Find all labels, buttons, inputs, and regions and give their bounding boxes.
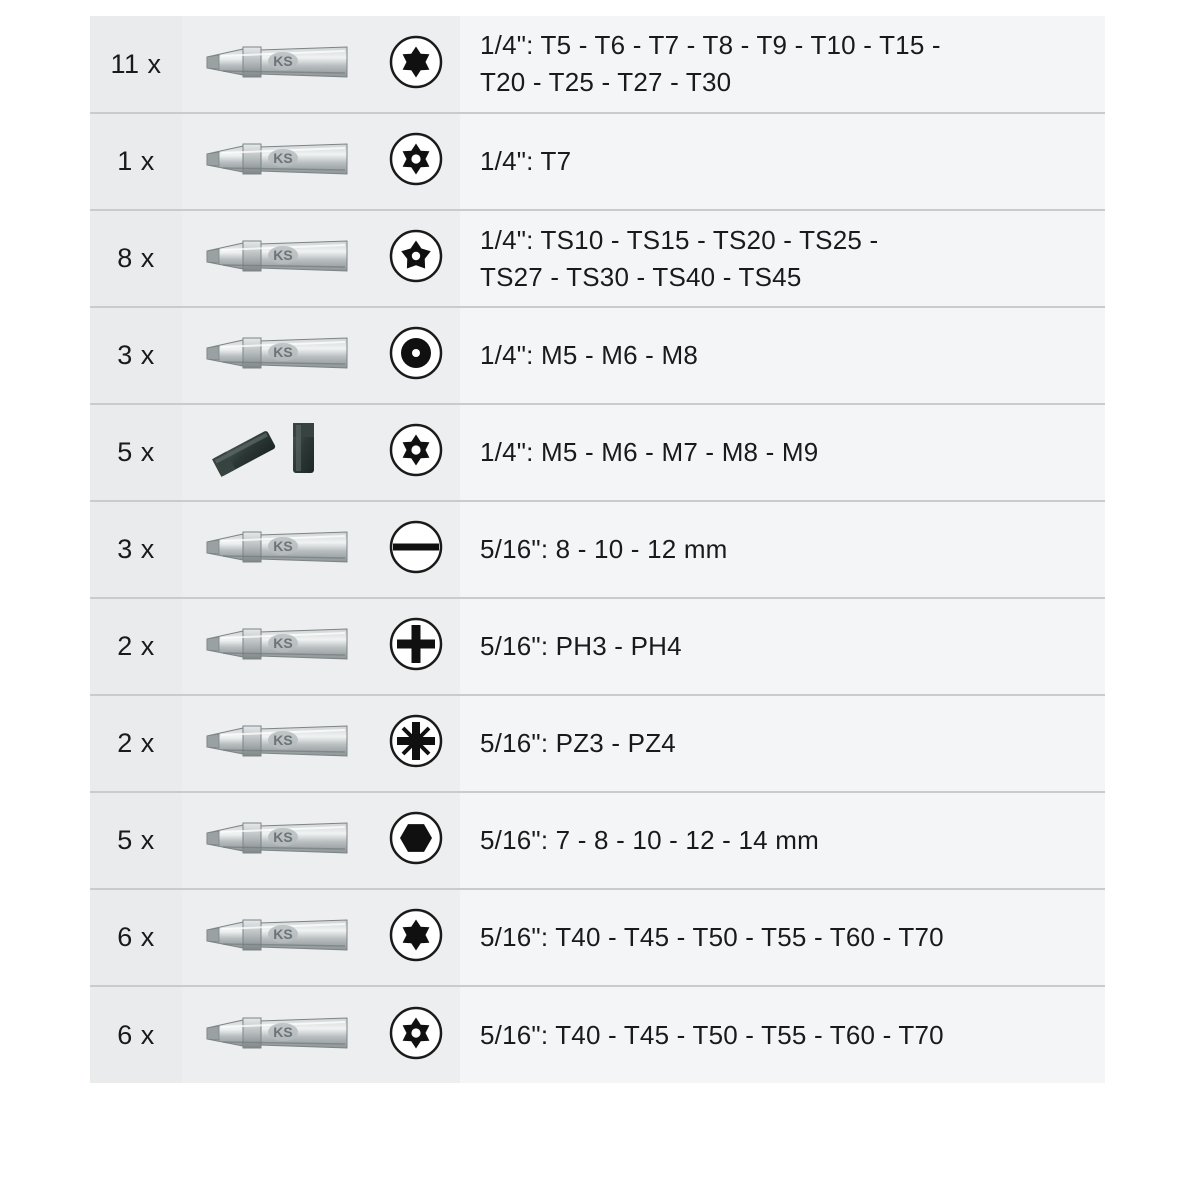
profile-icon-cell <box>372 792 460 889</box>
sizes-line: 5/16": PZ3 - PZ4 <box>480 728 676 759</box>
bit-image-metal <box>197 227 357 285</box>
bit-image-metal <box>197 809 357 867</box>
table-row <box>90 210 1105 307</box>
bit-image-cell <box>182 792 372 889</box>
table-row <box>90 16 1105 113</box>
bit-image-metal <box>197 33 357 91</box>
bit-image-cell <box>182 16 372 113</box>
bit-image-cell <box>182 501 372 598</box>
sizes-line: 5/16": 8 - 10 - 12 mm <box>480 534 728 565</box>
sizes-line: 1/4": M5 - M6 - M8 <box>480 340 698 371</box>
quantity-cell: 6 x <box>90 986 182 1083</box>
torx-tamperproof-icon <box>389 132 443 186</box>
bit-image-metal <box>197 712 357 770</box>
svg-text:KS: KS <box>273 635 293 651</box>
profile-icon-cell <box>372 404 460 501</box>
table-row <box>90 501 1105 598</box>
sizes-line: 1/4": M5 - M6 - M7 - M8 - M9 <box>480 437 819 468</box>
sizes-line: TS27 - TS30 - TS40 - TS45 <box>480 261 802 292</box>
sizes-cell <box>460 404 1105 501</box>
table-row <box>90 113 1105 210</box>
bit-image-metal <box>197 1004 357 1062</box>
bit-image-metal <box>197 906 357 964</box>
table-row <box>90 792 1105 889</box>
bit-image-metal <box>197 130 357 188</box>
sizes-line: 5/16": PH3 - PH4 <box>480 631 682 662</box>
profile-icon-cell <box>372 210 460 307</box>
quantity-cell: 6 x <box>90 889 182 986</box>
bit-image-cell <box>182 695 372 792</box>
table-row <box>90 307 1105 404</box>
profile-icon-cell <box>372 307 460 404</box>
svg-text:KS: KS <box>273 52 293 69</box>
table-row <box>90 598 1105 695</box>
bit-image-cell <box>182 307 372 404</box>
svg-text:KS: KS <box>273 150 293 166</box>
bit-image-cell <box>182 598 372 695</box>
torx-icon <box>389 908 443 962</box>
quantity-cell: 5 x <box>90 404 182 501</box>
sizes-line: 5/16": 7 - 8 - 10 - 12 - 14 mm <box>480 825 819 856</box>
svg-text:KS: KS <box>273 344 293 360</box>
profile-icon-cell <box>372 695 460 792</box>
quantity-cell: 11 x <box>90 16 182 113</box>
torx-inner-icon <box>389 423 443 477</box>
profile-icon-cell <box>372 889 460 986</box>
pozidriv-icon <box>389 714 443 768</box>
profile-icon-cell <box>372 986 460 1083</box>
svg-text:KS: KS <box>273 926 293 942</box>
profile-icon-cell <box>372 113 460 210</box>
quantity-cell: 3 x <box>90 501 182 598</box>
quantity-cell: 2 x <box>90 598 182 695</box>
bit-image-metal <box>197 324 357 382</box>
torx-tamperproof-icon <box>389 1006 443 1060</box>
profile-icon-cell <box>372 501 460 598</box>
sizes-cell <box>460 598 1105 695</box>
svg-text:KS: KS <box>273 732 293 748</box>
quantity-cell: 3 x <box>90 307 182 404</box>
ribe-icon <box>389 326 443 380</box>
sizes-cell <box>460 501 1105 598</box>
bit-set-table <box>90 16 1105 1083</box>
profile-icon-cell <box>372 16 460 113</box>
bit-image-cell <box>182 986 372 1083</box>
table-row <box>90 986 1105 1083</box>
table-row <box>90 889 1105 986</box>
torx-icon <box>389 35 443 89</box>
sizes-line: 1/4": TS10 - TS15 - TS20 - TS25 - <box>480 224 879 255</box>
svg-text:KS: KS <box>273 1023 293 1040</box>
slotted-icon <box>389 520 443 574</box>
bit-image-black-pair <box>197 419 357 481</box>
svg-text:KS: KS <box>273 829 293 845</box>
quantity-cell: 1 x <box>90 113 182 210</box>
hex-icon <box>389 811 443 865</box>
sizes-cell <box>460 307 1105 404</box>
sizes-cell <box>460 792 1105 889</box>
bit-image-cell <box>182 889 372 986</box>
quantity-cell: 5 x <box>90 792 182 889</box>
bit-image-metal <box>197 615 357 673</box>
sizes-line: T20 - T25 - T27 - T30 <box>480 67 732 97</box>
torx-plus-icon <box>389 229 443 283</box>
sizes-cell <box>460 113 1105 210</box>
sizes-line: 1/4": T5 - T6 - T7 - T8 - T9 - T10 - T15 - <box>480 30 941 61</box>
sizes-cell <box>460 986 1105 1083</box>
bit-image-cell <box>182 113 372 210</box>
phillips-icon <box>389 617 443 671</box>
sizes-cell <box>460 16 1105 113</box>
quantity-cell: 2 x <box>90 695 182 792</box>
bit-image-cell <box>182 210 372 307</box>
sizes-cell <box>460 695 1105 792</box>
sizes-line: 5/16": T40 - T45 - T50 - T55 - T60 - T70 <box>480 922 944 953</box>
sizes-line: 5/16": T40 - T45 - T50 - T55 - T60 - T70 <box>480 1019 944 1050</box>
table-row <box>90 695 1105 792</box>
bit-image-metal <box>197 518 357 576</box>
bit-image-cell <box>182 404 372 501</box>
sizes-line: 1/4": T7 <box>480 146 572 177</box>
quantity-cell: 8 x <box>90 210 182 307</box>
svg-text:KS: KS <box>273 538 293 554</box>
table-row <box>90 404 1105 501</box>
profile-icon-cell <box>372 598 460 695</box>
sizes-cell <box>460 210 1105 307</box>
svg-text:KS: KS <box>273 247 293 263</box>
sizes-cell <box>460 889 1105 986</box>
